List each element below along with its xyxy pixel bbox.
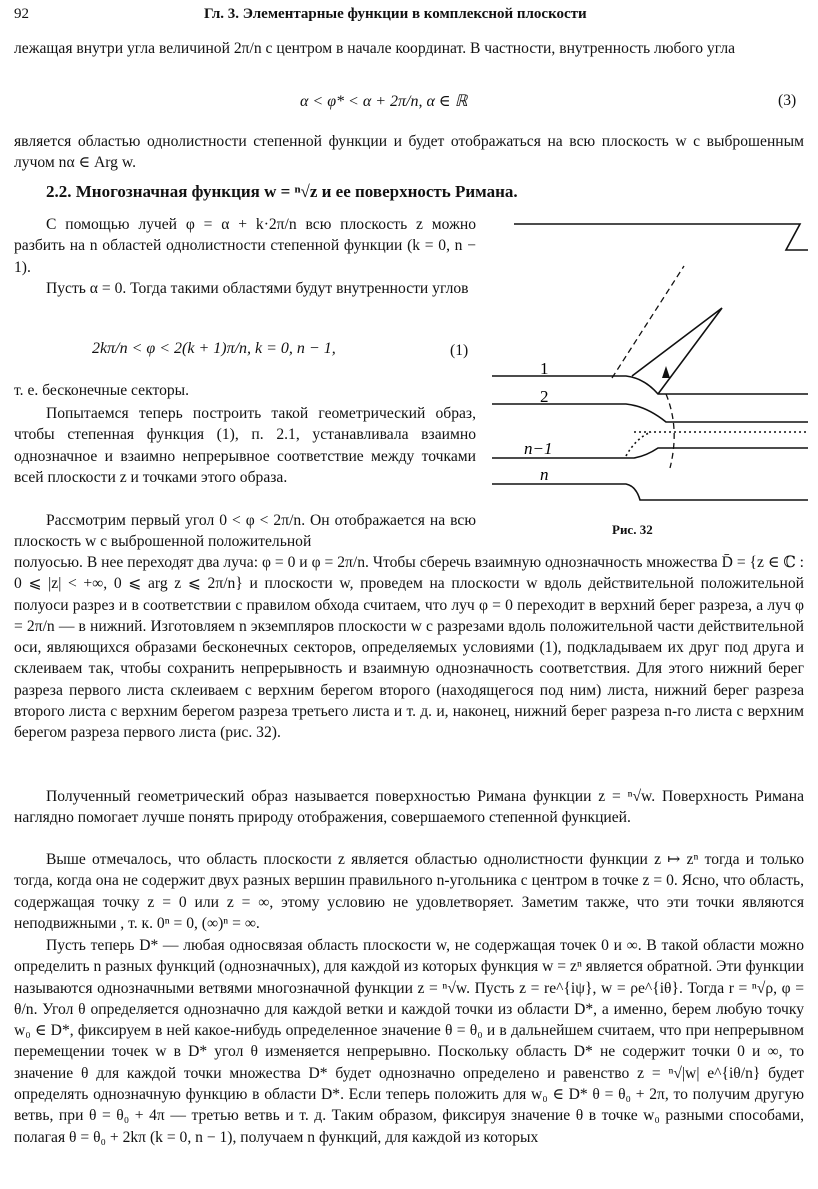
paragraph-5: т. е. бесконечные секторы. (14, 382, 190, 399)
label-2: 2 (540, 387, 549, 406)
page-header (14, 6, 804, 28)
equation-1: 2kπ/n < φ < 2(k + 1)π/n, k = 0, n − 1, (92, 340, 336, 357)
paragraph-2: является областью однолистности степенной функции и будет отображаться на всю плоскость w с выброшенным лучом nα ∈ Arg w. (14, 133, 804, 172)
sheet-n-line (492, 484, 808, 500)
paragraph-1: лежащая внутри угла величиной 2π/n с центром в начале координат. В частности, внутренность любого угла (14, 40, 736, 57)
page-number: 92 (14, 6, 29, 22)
section-heading: 2.2. Многозначная функция w = ⁿ√z и ее поверхность Римана. (46, 182, 518, 201)
chapter-title: Гл. 3. Элементарные функции в комплексной плоскости (204, 6, 587, 22)
equation-3: α < φ* < α + 2π/n, α ∈ ℝ (300, 93, 468, 110)
sheet-top-outline (514, 224, 808, 250)
paragraph-9: Выше отмечалось, что область плоскости z является областью однолистности функции z ↦ zⁿ тогда и только тогда, когда она не содержит двух разных вершин правильного n-угольника с центром в точке z = 0. Ясно, что область, содержащая точку z = 0 или z = ∞, этому условию не удовлетворяет. Заметим также, что эти точки являются неподвижными , т. к. 0ⁿ = 0, (∞)ⁿ = ∞. (14, 851, 804, 932)
sheet-fold-outline (632, 308, 722, 394)
label-1: 1 (540, 359, 549, 378)
cut-dashed-edge (612, 266, 684, 378)
label-n-1: n−1 (524, 439, 553, 458)
arrow-head (662, 366, 670, 378)
glue-dashed-curve (666, 394, 674, 468)
paragraph-6: Попытаемся теперь построить такой геометрический образ, чтобы степенная функция (1), п. 2.1, устанавливала взаимно однозначное и взаимно непрерывное соответствие между точками всей плоскости z и точками этого образа. (14, 405, 476, 486)
paragraph-10: Пусть теперь D* — любая односвязая область плоскости w, не содержащая точек 0 и ∞. В такой области можно определить n разных функций (однозначных), для каждой из которых функция w = zⁿ является обратной. Эти функции называются однозначными ветвями многозначной функции z = ⁿ√w. Пусть z = re^{iψ}, w = ρe^{iθ}. Тогда r = ⁿ√ρ, φ = θ/n. Угол θ определяется однозначно для каждой ветки и каждой точки из области D*, а именно, берем любую точку w₀ ∈ D*, фиксируем в ней какое-нибудь определенное значение θ = θ₀ и в дальнейшем считаем, что при непрерывном перемещении точек w в D* угол θ изменяется непрерывно. Поскольку область D* не содержит точки 0 и ∞, то значение θ для каждой точки множества D* будет однозначно определено и равенство z = ⁿ√|w| e^{iθ/n} будет определять однозначную функцию в области D*. Если теперь положить для w₀ ∈ D* θ = θ₀ + 2π, то получим другую ветвь, при θ = θ₀ + 4π — третью ветвь и т. д. Таким образом, фиксируя значение θ в точке w₀ разными способами, полагая θ = θ₀ + 2kπ (k = 0, n − 1), получаем n функций, для каждой из которых (14, 937, 804, 1146)
paragraph-4: Пусть α = 0. Тогда такими областями будут внутренности углов (46, 280, 469, 297)
paragraph-3: С помощью лучей φ = α + k·2π/n всю плоскость z можно разбить на n областей однолистности степенной функции (k = 0, n − 1). (14, 216, 476, 276)
paragraph-7b: полуосью. В нее переходят два луча: φ = 0 и φ = 2π/n. Чтобы сберечь взаимную однозначность множества D̄ = {z ∈ ℂ : 0 ⩽ |z| < +∞, 0 ⩽ arg z ⩽ 2π/n} и плоскости w, проведем на плоскости w вдоль действительной положительной полуоси разрез и в соответствии с правилом обхода считаем, что луч φ = 0 переходит в верхний берег разреза, а луч φ = 2π/n — в нижний. Изготовляем n экземпляров плоскости w с разрезами вдоль положительной части действительной оси, являющихся образами бесконечных секторов, определяемых условиями (1), подкладываем их друг под друга и склеиваем так, чтобы сохранить непрерывность и взаимную однозначность соответствия. Для этого нижний берег разреза первого листа склеиваем с верхним берегом второго (находящегося под ним) листа, нижний берег разреза второго листа с верхним берегом разреза третьего листа и т. д. и, наконец, нижний берег разреза n-го листа с верхним берегом разреза первого листа (рис. 32). (14, 554, 804, 742)
figure-caption: Рис. 32 (612, 522, 653, 537)
label-n: n (540, 465, 549, 484)
paragraph-7a: Рассмотрим первый угол 0 < φ < 2π/n. Он отображается на всю плоскость w с выброшенной положительной (14, 512, 476, 551)
equation-3-number: (3) (778, 92, 797, 109)
sheet-2-line (492, 404, 808, 422)
paragraph-8: Полученный геометрический образ называется поверхностью Римана функции z = ⁿ√w. Поверхность Римана наглядно помогает лучше понять природу отображения, совершаемого степенной функцией. (14, 788, 804, 827)
riemann-surface-figure (486, 218, 808, 518)
equation-1-number: (1) (450, 342, 469, 359)
sheet-dotted-curve (626, 432, 651, 456)
